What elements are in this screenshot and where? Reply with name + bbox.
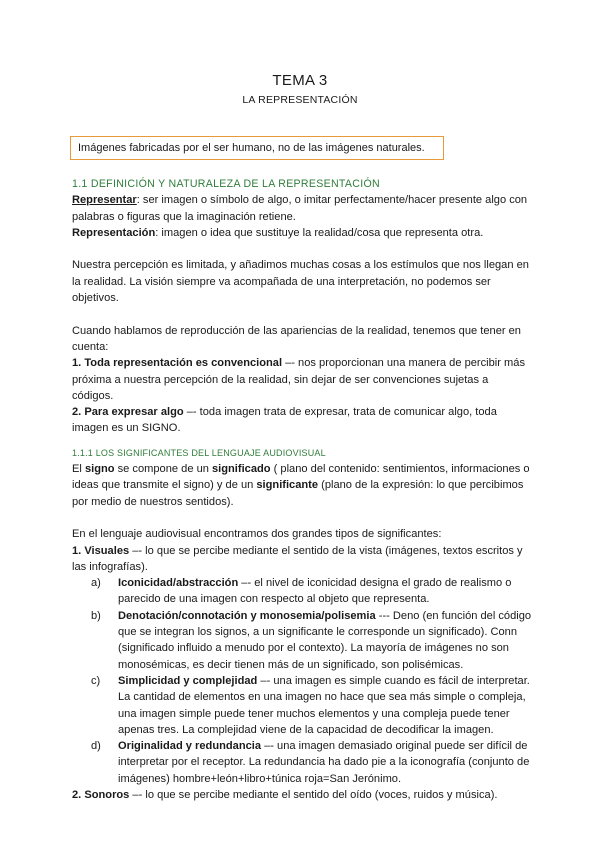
paragraph-percepcion: Nuestra percepción es limitada, y añadimos muchas cosas a los estímulos que nos llegan en la realidad. La visión siempre va acompañada de una interpretación, no podemos ser objetivos. [72,259,529,305]
definition-representar: Representar: ser imagen o símbolo de algo, o imitar perfectamente/hacer presente algo con palabras o figuras que la imaginación retiene. [72,194,528,223]
page-title: TEMA 3 [272,72,328,89]
point-sonoros: 2. Sonoros –- lo que se percibe mediante el sentido del oído (voces, ruidos y música). [72,788,498,801]
list-item: c) Simplicidad y complejidad –- una imagen es simple cuando es fácil de interpretar. La cantidad de elementos en una imagen no hace que sea más simple o compleja, una imagen simple puede tener muchos elementos y una compleja puede tener apenas tres. La complejidad viene de la capacidad de decodificar la imagen. [91,674,530,736]
visual-significants-list [72,575,532,787]
point-visuales: 1. Visuales –- lo que se percibe mediante el sentido de la vista (imágenes, textos escritos y las infografías). [72,544,523,573]
paragraph-signo: El signo se compone de un significado ( plano del contenido: sentimientos, informaciones o ideas que transmite el signo) y de un significante (plano de la expresión: lo que percibimos por medio de nuestros sentidos). [72,463,530,508]
point-expresar: 2. Para expresar algo –- toda imagen trata de expresar, trata de comunicar algo, toda imagen es un SIGNO. [72,406,497,435]
term-representacion: Representación [72,226,156,239]
section-heading-1-1: 1.1 DEFINICIÓN Y NATURALEZA DE LA REPRESENTACIÓN [72,178,380,190]
callout-box: Imágenes fabricadas por el ser humano, no de las imágenes naturales. [70,136,444,160]
term-representar: Representar [72,194,137,207]
definition-representacion: Representación: imagen o idea que sustituye la realidad/cosa que representa otra. [72,226,484,239]
page-subtitle: LA REPRESENTACIÓN [242,94,358,106]
list-item: b) Denotación/connotación y monosemia/polisemia --- Deno (en función del código que se integran los signos, a un significante le corresponde un significado). Conn (significado influido a menudo por el contexto). La mayoría de imágenes no son monosémicas, es decir tienen más de un significado, son polisémicas. [91,609,532,671]
point-convencional: 1. Toda representación es convencional –- nos proporcionan una manera de percibir más próxima a nuestra percepción de la realidad, sin dejar de ser convenciones sujetas a códigos. [72,357,525,402]
document-body [72,176,532,803]
section-heading-1-1-1: 1.1.1 LOS SIGNIFICANTES DEL LENGUAJE AUDIOVISUAL [72,447,326,458]
paragraph-tipos: En el lenguaje audiovisual encontramos dos grandes tipos de significantes: [72,528,442,541]
list-item: d) Originalidad y redundancia –- una imagen demasiado original puede ser difícil de interpretar por el receptor. La redundancia ha dado pie a la iconografía (conjunto de imágenes) hombre+león+libro+túnica roja=San Jerónimo. [91,740,530,785]
list-item: a) Iconicidad/abstracción –- el nivel de iconicidad designa el grado de realismo o parecido de una imagen con respecto al objeto que representa. [91,577,512,606]
paragraph-reproduccion: Cuando hablamos de reproducción de las apariencias de la realidad, tenemos que tener en cuenta: [72,324,521,353]
